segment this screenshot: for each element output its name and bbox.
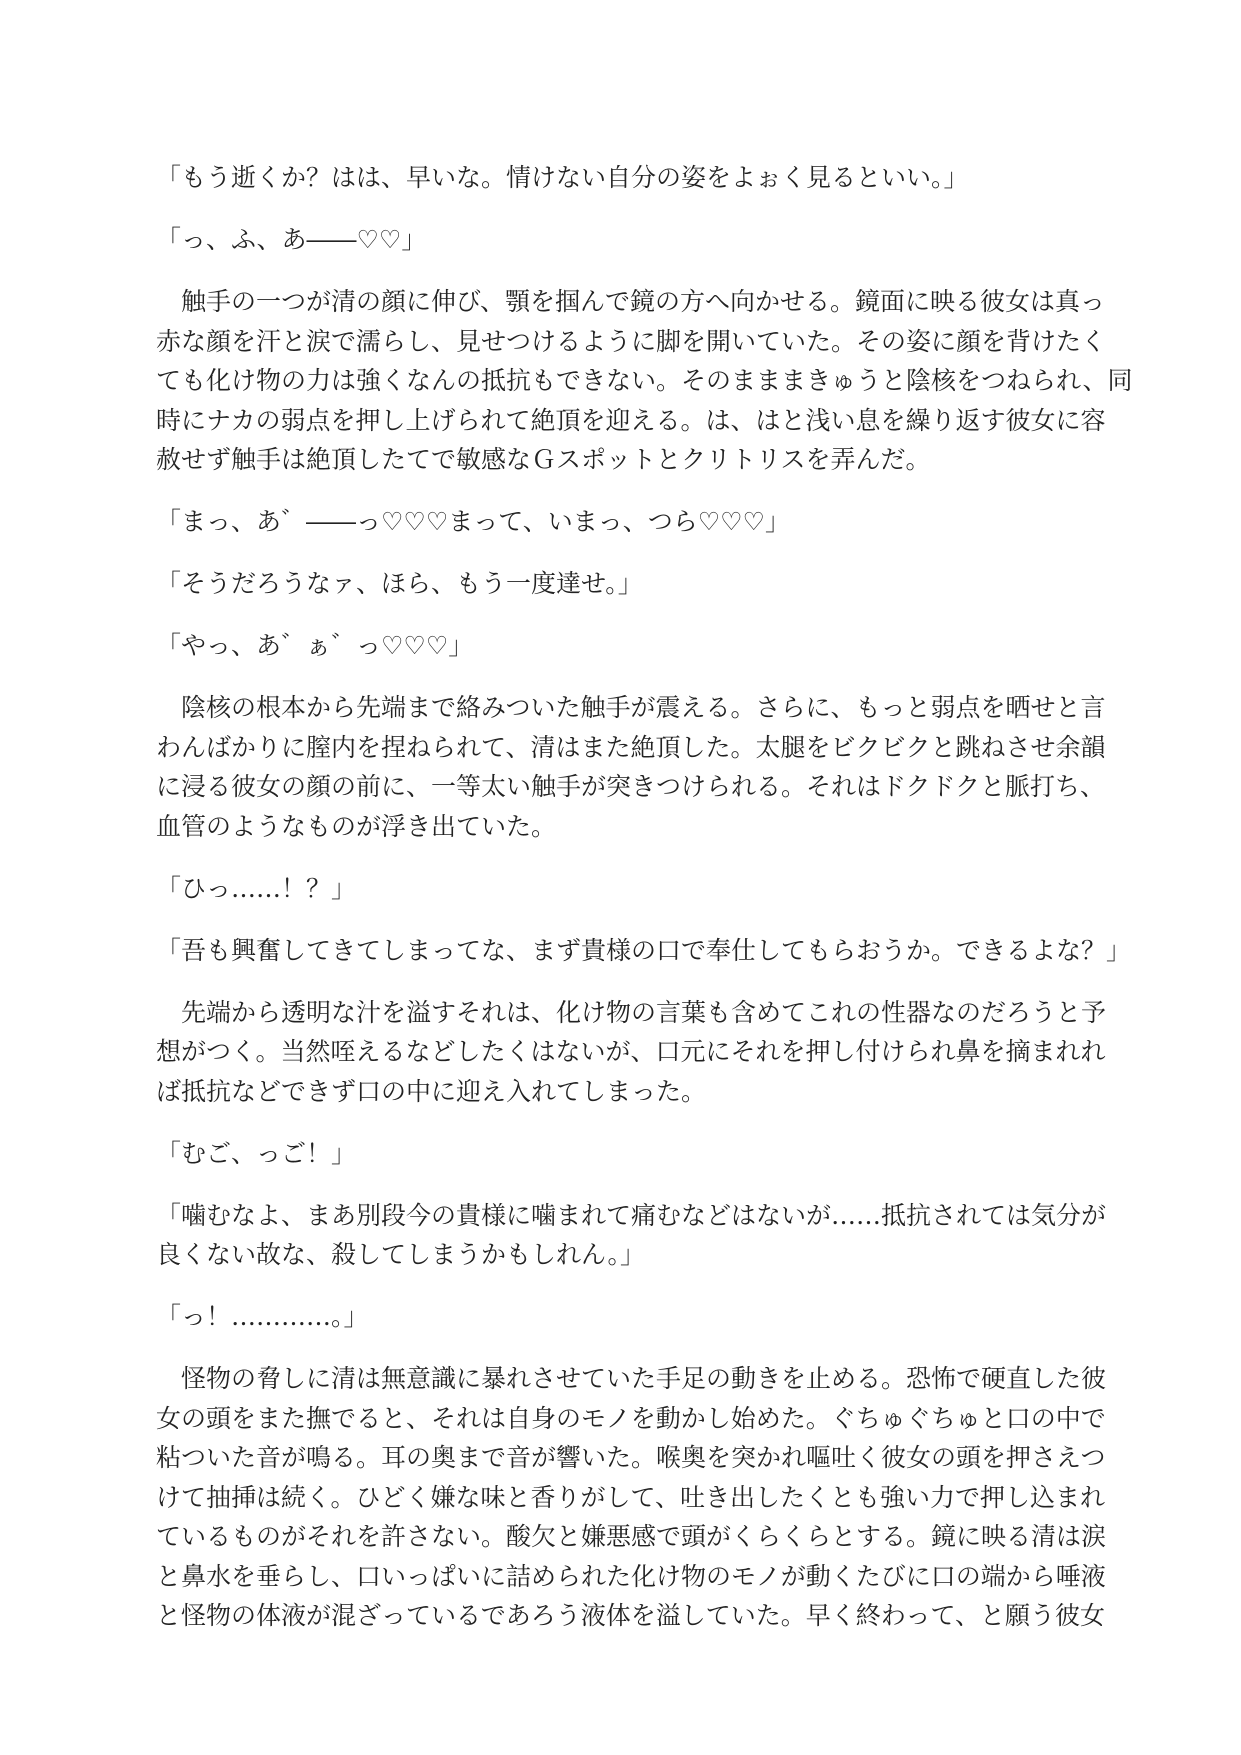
- document-page: [156, 158, 1133, 1658]
- text-line: 女の頭をまた撫でると、それは自身のモノを動かし始めた。ぐちゅぐちゅと口の中で: [156, 1403, 1106, 1433]
- paragraph: [156, 502, 1102, 542]
- paragraph: [156, 931, 1132, 971]
- text-line: 「っ！…………。」: [156, 1302, 369, 1331]
- text-line: 「そうだろうなァ、ほら、もう一度達せ。」: [156, 569, 643, 598]
- text-line: わんばかりに膣内を捏ねられて、清はまた絶頂した。太腿をビクビクと跳ねさせ余韻: [156, 732, 1106, 762]
- text-line: 良くない故な、殺してしまうかもしれん。」: [156, 1240, 646, 1269]
- text-line: 血管のようなものが浮き出ていた。: [156, 811, 557, 841]
- text-line: けて抽挿は続く。ひどく嫌な味と香りがして、吐き出したくとも強い力で押し込まれ: [156, 1482, 1106, 1512]
- text-line: 触手の一つが清の顔に伸び、顎を掴んで鏡の方へ向かせる。鏡面に映る彼女は真っ: [156, 287, 1106, 316]
- text-line: ているものがそれを許さない。酸欠と嫌悪感で頭がくらくらとする。鏡に映る清は涙: [156, 1522, 1107, 1551]
- paragraph: [156, 1134, 1102, 1174]
- paragraph: [156, 1359, 1107, 1636]
- paragraph: [156, 220, 1102, 260]
- text-line: 「まっ、あ゛――っ♡♡♡まって、いまっ、つら♡♡♡」: [156, 507, 790, 536]
- paragraph: [156, 869, 1102, 909]
- text-line: 先端から透明な汁を溢すそれは、化け物の言葉も含めてこれの性器なのだろうと予: [156, 997, 1107, 1027]
- text-line: 「むご、っご！」: [156, 1138, 357, 1168]
- paragraph: [156, 1297, 1102, 1337]
- paragraph: [156, 158, 1102, 198]
- text-line: ば抵抗などできず口の中に迎え入れてしまった。: [156, 1076, 707, 1106]
- text-line: 赦せず触手は絶頂したてで敏感なＧスポットとクリトリスを弄んだ。: [156, 445, 931, 474]
- text-line: 赤な顔を汗と涙で濡らし、見せつけるように脚を開いていた。その姿に顔を背けたく: [156, 326, 1107, 356]
- paragraph: [156, 282, 1133, 480]
- text-line: 「噛むなよ、まあ別段今の貴様に噛まれて痛むなどはないが……抵抗されては気分が: [156, 1200, 1107, 1230]
- text-line: 「吾も興奮してきてしまってな、まず貴様の口で奉仕してもらおうか。できるよな？」: [156, 935, 1132, 965]
- text-line: と鼻水を垂らし、口いっぱいに詰められた化け物のモノが動くたびに口の端から唾液: [156, 1561, 1106, 1591]
- paragraph: [156, 993, 1107, 1112]
- paragraph: [156, 1196, 1107, 1275]
- text-line: に浸る彼女の顔の前に、一等太い触手が突きつけられる。それはドクドクと脈打ち、: [156, 772, 1106, 801]
- text-line: 粘ついた音が鳴る。耳の奥まで音が響いた。喉奥を突かれ嘔吐く彼女の頭を押さえつ: [156, 1443, 1106, 1472]
- text-line: 陰核の根本から先端まで絡みついた触手が震える。さらに、もっと弱点を晒せと言: [156, 693, 1106, 722]
- paragraph: [156, 564, 1102, 604]
- text-line: 「っ、ふ、あ――♡♡」: [156, 225, 427, 254]
- text-line: 「ひっ……！？」: [156, 873, 357, 903]
- paragraph: [156, 688, 1106, 846]
- paragraph: [156, 626, 1102, 666]
- text-line: 「やっ、あ゛ぁ゛っ♡♡♡」: [156, 631, 474, 660]
- text-line: 怪物の脅しに清は無意識に暴れさせていた手足の動きを止める。恐怖で硬直した彼: [156, 1364, 1107, 1393]
- text-line: 想がつく。当然咥えるなどしたくはないが、口元にそれを押し付けられ鼻を摘まれれ: [156, 1037, 1106, 1066]
- text-line: と怪物の体液が混ざっているであろう液体を溢していた。早く終わって、と願う彼女: [156, 1601, 1106, 1630]
- text-line: 「もう逝くか？はは、早いな。情けない自分の姿をよぉく見るといい。」: [156, 163, 969, 192]
- text-line: 時にナカの弱点を押し上げられて絶頂を迎える。は、はと浅い息を繰り返す彼女に容: [156, 405, 1106, 435]
- text-line: ても化け物の力は強くなんの抵抗もできない。そのまままきゅうと陰核をつねられ、同: [156, 366, 1133, 395]
